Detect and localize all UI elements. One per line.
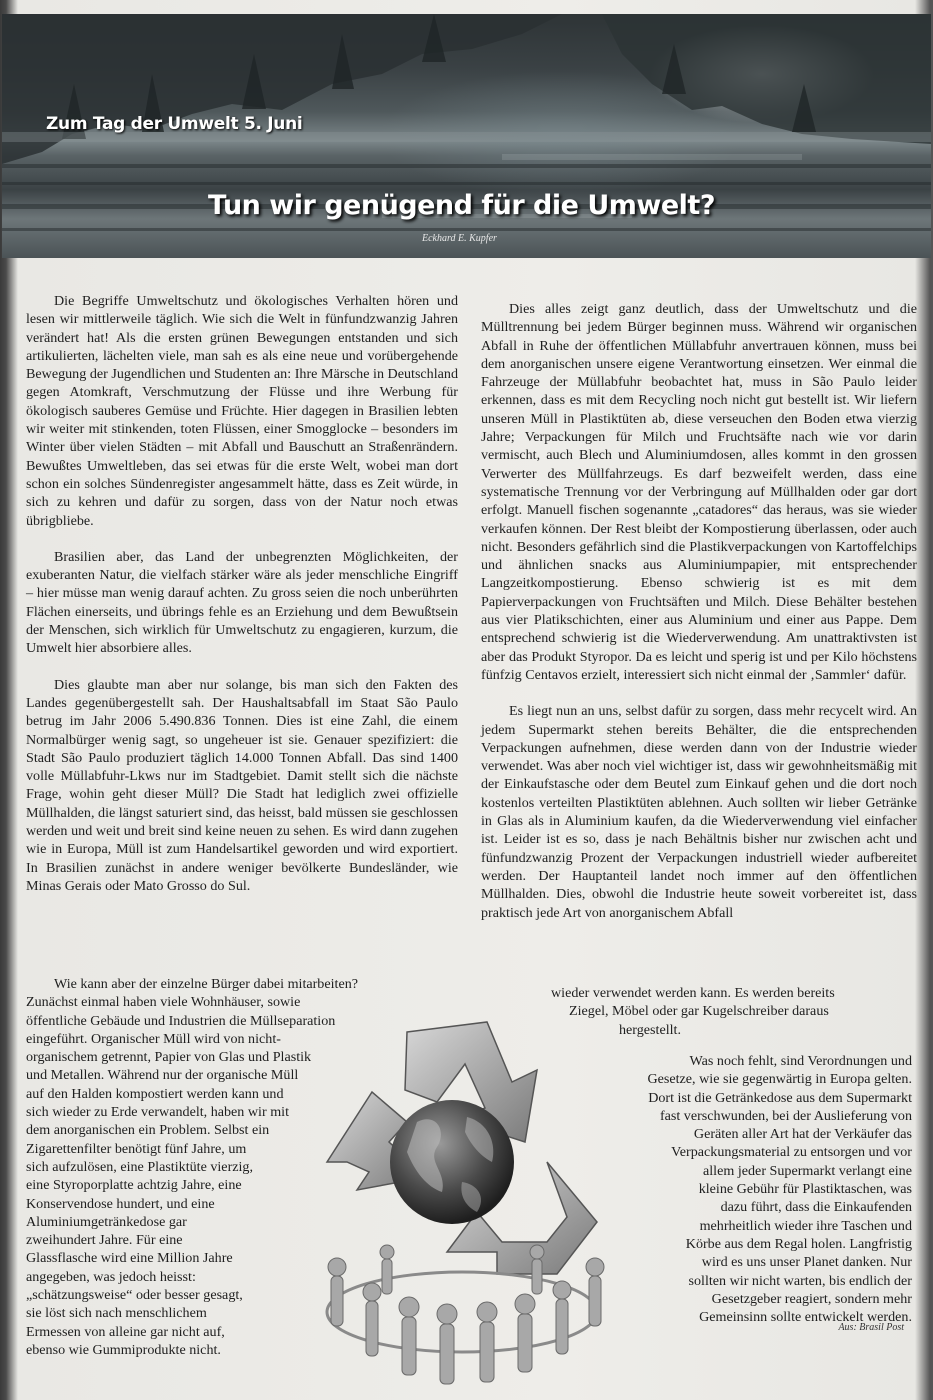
left-column	[26, 292, 458, 913]
text-line: dazu führt, dass die Einkaufenden	[720, 1199, 912, 1216]
text-line: sie löst sich nach menschlichem	[26, 1305, 207, 1322]
text-line: Was noch fehlt, sind Verordnungen und	[689, 1053, 912, 1069]
globe-icon	[390, 1100, 514, 1224]
text-line: „schätzungsweise“ oder besser gesagt,	[26, 1287, 243, 1304]
source-credit: Aus: Brasil Post	[838, 1322, 904, 1333]
text-line: eine Styroporplatte achtzig Jahre, eine	[26, 1177, 242, 1194]
text-line: öffentliche Gebäude und Industrien die Müllseparation	[26, 1012, 336, 1029]
text-line: Geräten aller Art hat der Verkäufer das	[693, 1126, 912, 1143]
article-headline: Tun wir genügend für die Umwelt?	[208, 190, 715, 221]
text-line: hergestellt.	[619, 1021, 681, 1038]
paragraph: Es liegt nun an uns, selbst dafür zu sorgen, dass mehr recycelt wird. An jedem Supermarkt stehen bereits Behälter, die die entsprechenden Verpackungen aufnehmen, diese werden dann von der Industrie wieder verwendet. Was aber noch viel wichtiger ist, dass wir gewohnheitsmäßig mit der Einkaufstasche oder dem Beutel zum Einkauf gehen und die dort noch kostenlos verteilten Plastiktüten ablehnen. Auch sollten wir lieber Getränke in Glas als in Aluminium kaufen, da die Wiederverwendung viel einfacher ist. Leider ist es so, dass je nach Behältnis bisher nur zwischen acht und fünfundzwanzig Prozent der Verpackungen industriell wieder aufbereitet werden. Der Hauptanteil landet noch immer auf den öffentlichen Müllhalden. Dies, obwohl die Industrie heute soweit vorbereitet ist, dass praktisch jede Art von anorganischem Abfall	[481, 703, 917, 921]
section-label: Zum Tag der Umwelt 5. Juni	[46, 114, 303, 134]
text-line: Verpackungsmaterial zu entsorgen und vor	[671, 1144, 912, 1161]
text-line: Aluminiumgetränkedose gar	[26, 1213, 187, 1230]
text-line: sollten wir nicht warten, bis endlich der	[688, 1272, 912, 1289]
paragraph: Dies glaubte man aber nur solange, bis man sich den Fakten des Landes gegenübergestellt sah. Der Haushaltsabfall im Staat São Paulo betrug im Jahr 2006 5.490.836 Tonnen. Dies ist eine Zahl, die einem Normalbürger wenig sagt, so ungeheuer ist sie. Genauer spezifiziert: die Stadt São Paulo produziert täglich 14.000 Tonnen Abfall. Das sind 1400 volle Müllabfuhr-Lkws nur im Stadtgebiet. Damit stellt sich die nächste Frage, wohin geht dieser Müll? Die Stadt hat lediglich zwei offizielle Müllhalden, die längst saturiert sind, das heisst, bald müssen sie geschlossen werden und weit und breit sind keine neuen zu sehen. Es wird dann zugehen wie in Europa, Müll ist zum Handelsartikel geworden und wird exportiert. In Brasilien zunächst in andere weniger bevölkerte Bundesländer, wie Minas Gerais oder Mato Grosso do Sul.	[26, 676, 458, 894]
author-byline: Eckhard E. Kupfer	[422, 233, 497, 244]
paragraph: Brasilien aber, das Land der unbegrenzten Möglichkeiten, der exuberanten Natur, die vielfach stärker wäre als jeder menschliche Eingriff – hier müsse man wenig darauf achten. Zu gross seien die noch unberührten Flächen einerseits, und übrings fehle es an Erziehung und dem Bewußtsein der Menschen, sich wirklich für Umweltschutz zu engagieren, kurzum, die Umwelt hier absorbiere alles.	[26, 548, 458, 657]
text-line: Ziegel, Möbel oder gar Kugelschreiber daraus	[569, 1003, 829, 1020]
text-line: organischem getrennt, Papier von Glas und Plastik	[26, 1049, 312, 1066]
forest-lake-photo	[2, 14, 931, 258]
text-line: wieder verwendet werden kann. Es werden bereits	[551, 985, 835, 1001]
text-line: ebenso wie Gummiprodukte nicht.	[26, 1341, 221, 1358]
right-final-paragraph	[582, 1052, 912, 1326]
text-line: sich wieder zu Erde verwandelt, haben wir mit	[26, 1104, 289, 1121]
text-line: Zigarettenfilter benötigt fünf Jahre, um	[26, 1140, 247, 1157]
text-line: zweihundert Jahre. Für eine	[26, 1232, 183, 1249]
paragraph: Dies alles zeigt ganz deutlich, dass der Umweltschutz und die Mülltrennung bei jedem Bürger beginnen muss. Während wir organischen Abfall in Ruhe der öffentlichen Müllabfuhr anvertrauen können, muss bei dem anorganischen unsere eigene Verantwortung einsetzen. Wer einmal die Fahrzeuge der Müllabfuhr beobachtet hat, muss in São Paulo leider erkennen, dass es mit dem Recycling noch nicht gut bestellt ist. Wir liefern unseren Müll in Plastiktüten ab, diese verseuchen den Boden etwa vierzig Jahre; Verpackungen für Milch und Fruchtsäfte nach wie vor darin vermischt, auch Blech und Aluminiumdosen, alles kommt in den grossen Verwerter des Müllfahrzeugs. Es darf bezweifelt werden, dass eine systematische Trennung vor der Verbringung auf Müllhalden oder gar dort erfolgt. Manuell fischen sogenannte „catadores“ das heraus, was sie wieder verkaufen können. Der Rest bleibt der Kompostierung überlassen, oder auch nicht. Besonders gefährlich sind die Plastikverpackungen von Kartoffelchips und ähnlichen snacks aus Aluminiumpapier, mit entsprechender Langzeitkompostierung. Ebenso schwierig ist es mit dem Papierverpackungen von Fruchtsäften und Milch. Diese Behälter bestehen aus vier Platikschichten, einer aus Aluminium und einer aus Pappe. Dem entsprechend schwierig ist die Wiederverwendung. Am unattraktivsten ist aber das Produkt Styropor. Da es leicht und sperig ist und per Kilo höchstens fünfzig Centavos erzielt, interessiert sich nicht einmal der ‚Sammler‘ dafür.	[481, 301, 917, 683]
text-line: Dort ist die Getränkedose aus dem Supermarkt	[648, 1089, 912, 1106]
text-line: Gesetze, wie sie gegenwärtig in Europa gelten.	[647, 1071, 912, 1088]
text-line: Gemeinsinn sollte entwickelt werden.	[699, 1309, 912, 1326]
text-line: Gesetzgeber reagiert, sondern mehr	[711, 1290, 912, 1307]
text-line: fast verschwunden, bei der Auslieferung von	[659, 1107, 912, 1124]
recycling-globe-illustration	[297, 1012, 627, 1392]
text-line: eingeführt. Organischer Müll wird von nicht-	[26, 1030, 281, 1047]
text-line: wird es uns unser Planet danken. Nur	[701, 1254, 912, 1271]
text-line: allem jeder Supermarkt verlangt eine	[703, 1162, 912, 1179]
text-line: Körbe aus dem Regal holen. Langfristig	[685, 1235, 912, 1252]
text-line: Konservendose hundert, und eine	[26, 1195, 215, 1212]
text-line: angegeben, was jedoch heisst:	[26, 1268, 196, 1285]
text-line: Ermessen von alleine gar nicht auf,	[26, 1323, 225, 1340]
paragraph: Die Begriffe Umweltschutz und ökologisches Verhalten hören und lesen wir mittlerweile täglich. Wie sich die Welt in fünfundzwanzig Jahren verändert hat! Als die ersten grünen Bewegungen entstanden und sich artikulierten, lächelten viele, man sah es als eine neue und vorübergehende Bewegung der Jugendlichen und Studenten an: Ihre Märsche in Deutschland gegen Atomkraft, Verschmutzung der Flüsse und ihre Werbung für ökologisch sauberes Gemüse und Früchte. Hier dagegen in Brasilien lebten wir weiter mit stinkenden, toten Flüssen, einer Smogglocke – besonders im Winter über vielen Städten – mit Abfall und Bauschutt an Straßenrändern. Bewußtes Umweltleben, das sei etwas für die erste Welt, wobei man dort schon ein solches Sündenregister angesammelt hätte, dass es Zeit würde, in sich zu kehren und dafür zu sorgen, dass von der Natur noch etwas übrigbliebe.	[26, 293, 458, 529]
right-column	[481, 300, 917, 922]
text-line: kleine Gebühr für Plastiktaschen, was	[698, 1181, 912, 1198]
text-line: sich aufzulösen, eine Plastiktüte vierzig,	[26, 1158, 254, 1175]
text-line: und Metallen. Während nur der organische Müll	[26, 1067, 299, 1084]
text-line: mehrheitlich wieder ihre Taschen und	[699, 1217, 912, 1234]
text-line: Glassflasche wird eine Million Jahre	[26, 1250, 233, 1267]
text-line: auf den Halden kompostiert werden kann und	[26, 1085, 284, 1102]
lake-landscape-banner	[2, 14, 931, 258]
text-line: dem anorganischen ein Problem. Selbst ein	[26, 1122, 270, 1139]
text-line: Wie kann aber der einzelne Bürger dabei mitarbeiten?	[54, 976, 358, 992]
text-line: Zunächst einmal haben viele Wohnhäuser, sowie	[26, 994, 301, 1011]
